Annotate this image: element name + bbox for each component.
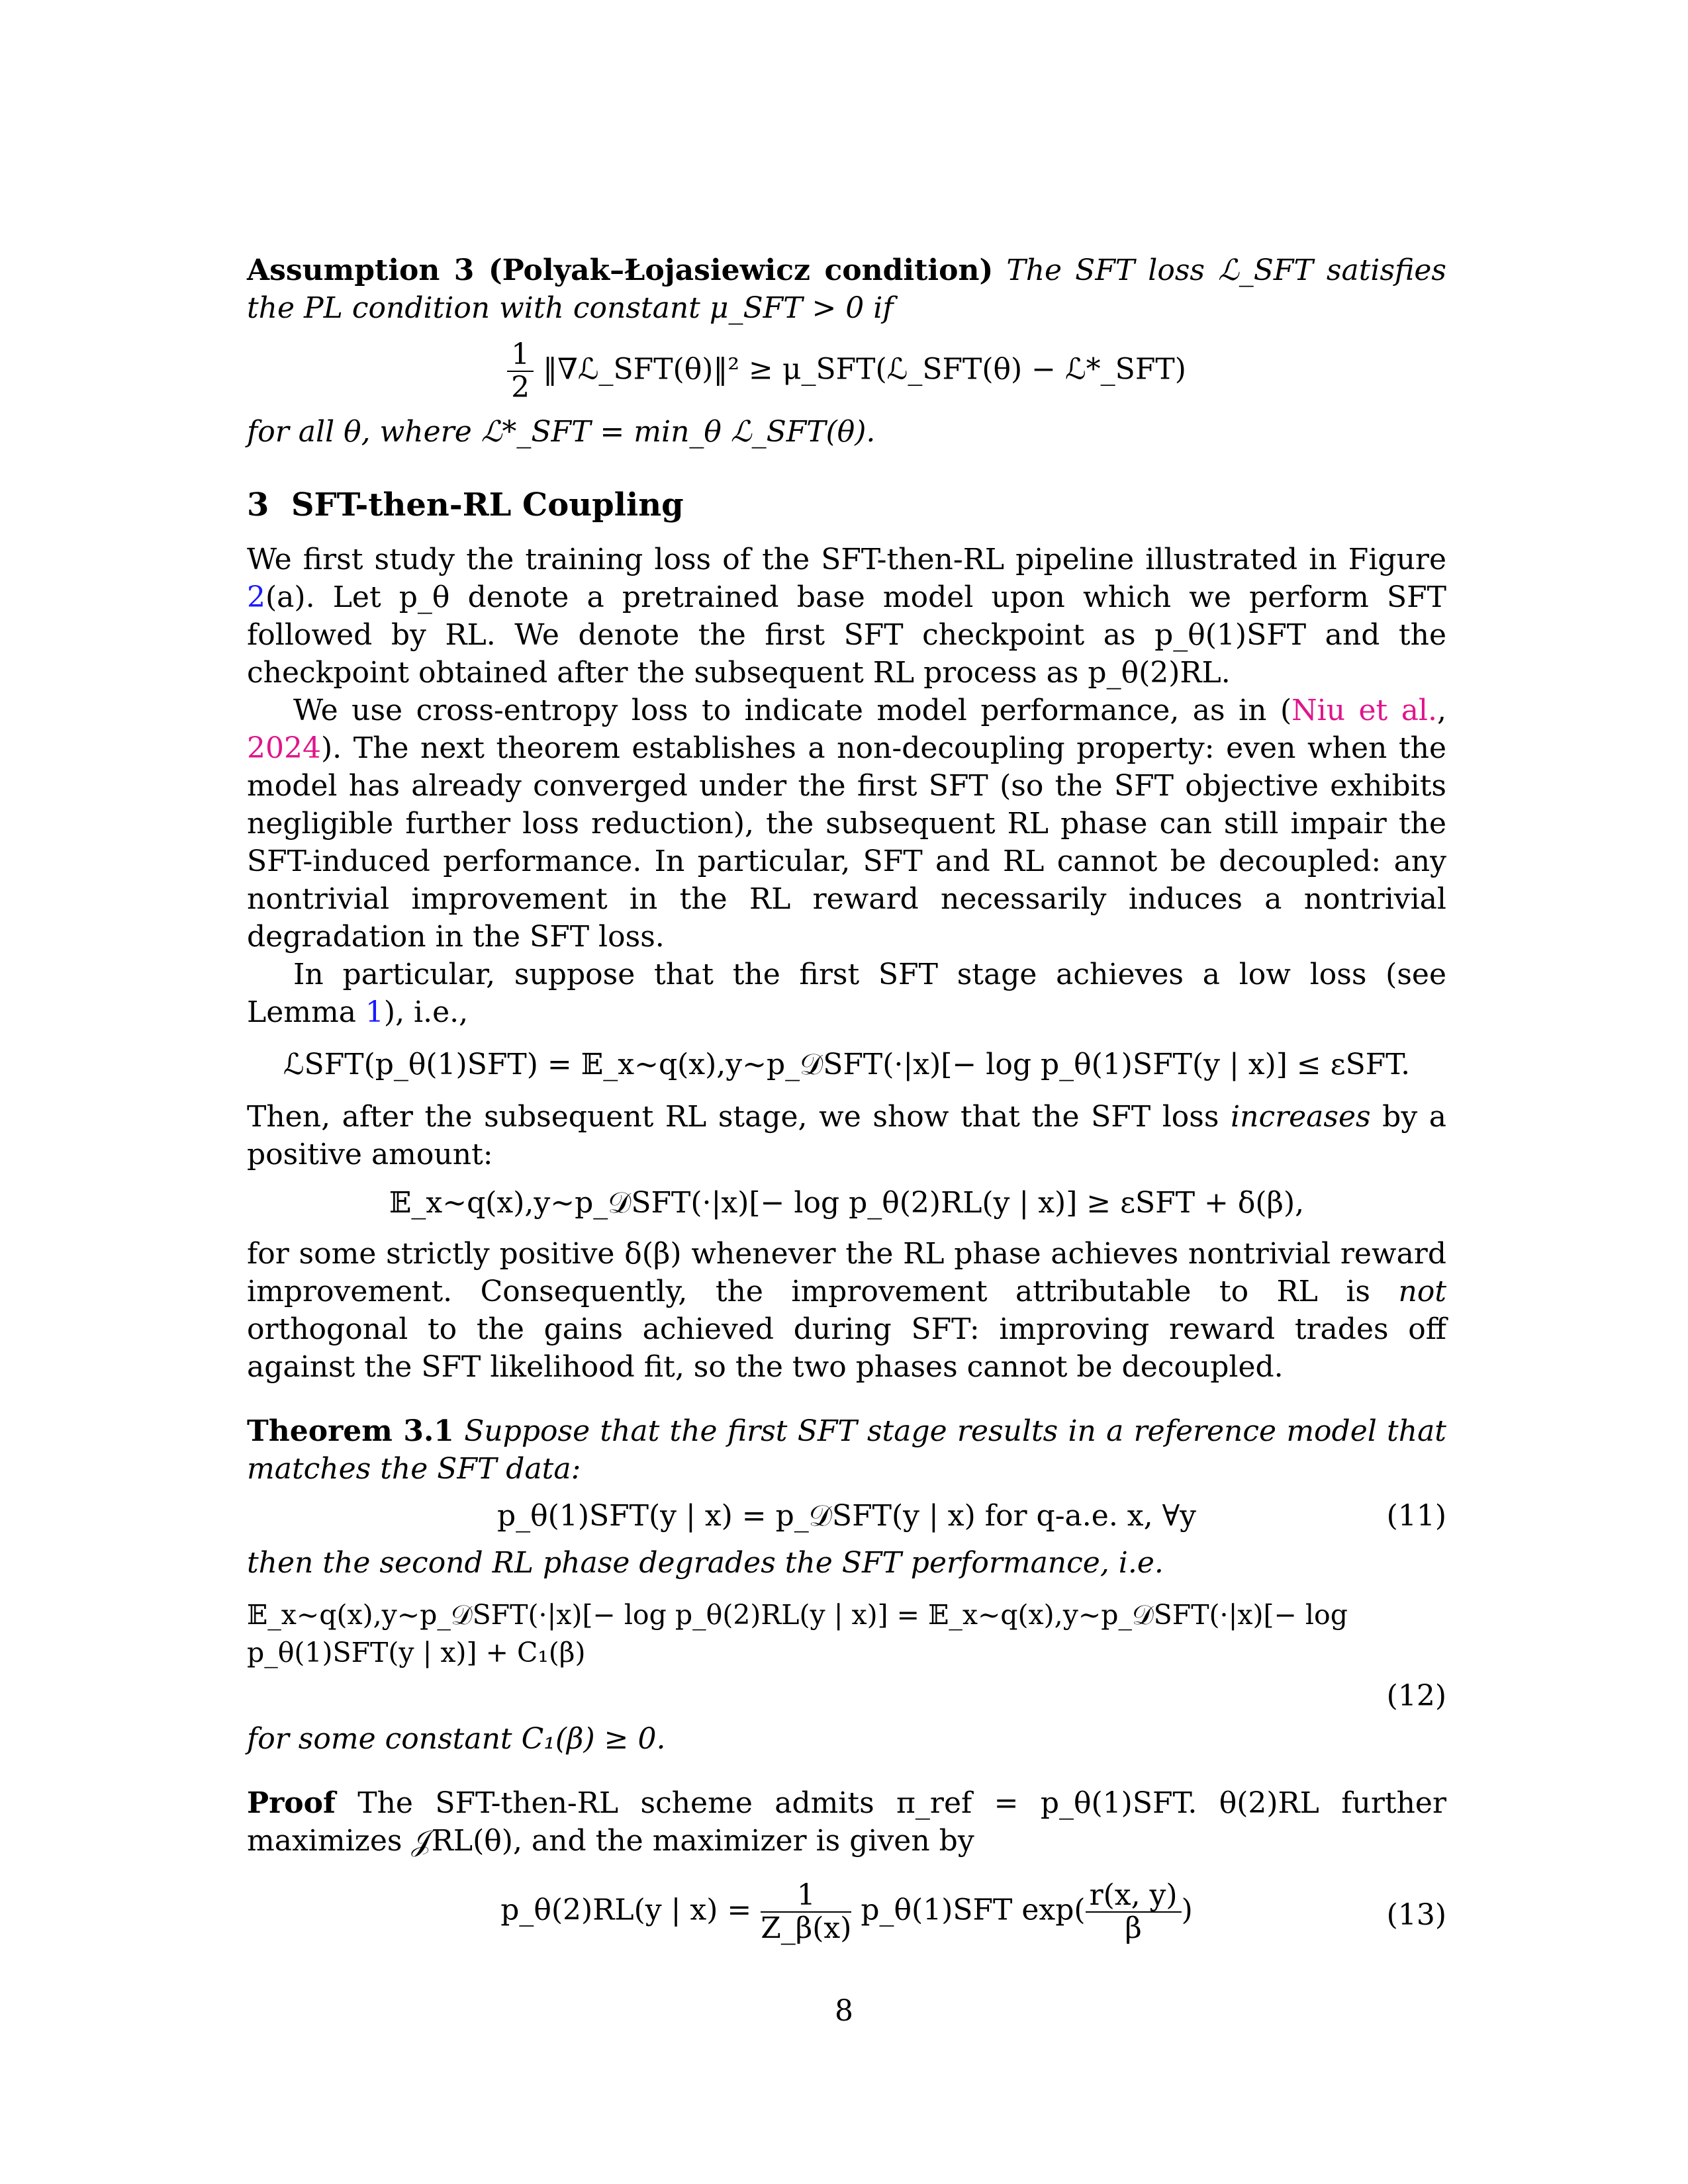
p1-text-a: We first study the training loss of the SFT-then-RL pipeline illustrated in Figure <box>247 543 1446 576</box>
equation-12-number: (12) <box>1386 1679 1446 1713</box>
pl-half-fraction <box>507 339 534 404</box>
p4-emphasis: increases <box>1231 1100 1371 1134</box>
sft-loss-equation: ℒSFT(p_θ(1)SFT) = 𝔼_x∼q(x),y∼p_𝒟SFT(·|x)[− log p_θ(1)SFT(y | x)] ≤ εSFT. <box>283 1048 1411 1081</box>
equation-13-lhs: p_θ(2)RL(y | x) = <box>500 1893 752 1927</box>
equation-13-mid: p_θ(1)SFT exp( <box>861 1893 1086 1927</box>
equation-13-frac1-num: 1 <box>761 1880 851 1913</box>
equation-12-body: 𝔼_x∼q(x),y∼p_𝒟SFT(·|x)[− log p_θ(2)RL(y | x)] = 𝔼_x∼q(x),y∼p_𝒟SFT(·|x)[− log p_θ(1)SFT(y | x)] + C₁(β) <box>247 1599 1348 1668</box>
equation-11 <box>247 1497 1446 1535</box>
paragraph-5 <box>247 1235 1446 1386</box>
proof-title: Proof <box>247 1786 336 1820</box>
equation-13-number: (13) <box>1386 1898 1446 1932</box>
assumption-block <box>247 251 1446 327</box>
pl-half-num: 1 <box>507 339 534 372</box>
paragraph-2: We use cross-entropy loss to indicate model performance, as in (Niu et al., 2024). The next theorem establishes a non-decoupling property: even when the model has already converged under the first SFT (so the SFT objective exhibits negligible further loss reduction), the subsequent RL phase can still impair the SFT-induced performance. In particular, SFT and RL cannot be decoupled: any nontrivial improvement in the RL reward necessarily induces a nontrivial degradation in the SFT loss. <box>247 694 1446 954</box>
theorem-after: for some constant C₁(β) ≥ 0. <box>247 1722 666 1756</box>
equation-13-frac2-den: β <box>1125 1911 1142 1945</box>
assumption-title: Assumption 3 (Polyak–Łojasiewicz condition) <box>247 253 994 287</box>
rl-loss-equation: 𝔼_x∼q(x),y∼p_𝒟SFT(·|x)[− log p_θ(2)RL(y | x)] ≥ εSFT + δ(β), <box>389 1186 1305 1220</box>
p5-text-a: for some strictly positive δ(β) whenever the RL phase achieves nontrivial reward improvement. Consequently, the improvement attributable to RL is <box>247 1237 1446 1308</box>
equation-13 <box>247 1880 1446 1944</box>
section-number: 3 <box>247 486 269 523</box>
figure-ref-link[interactable]: 2 <box>247 580 265 614</box>
section-title: SFT-then-RL Coupling <box>291 486 684 523</box>
citation-year-link[interactable]: 2024 <box>247 731 321 765</box>
theorem-title: Theorem 3.1 <box>247 1414 454 1448</box>
p3-text-a: In particular, suppose that the first SFT stage achieves a low loss (see Lemma <box>247 958 1446 1029</box>
proof-text: The SFT-then-RL scheme admits π_ref = p_θ(1)SFT. θ(2)RL further maximizes 𝒥RL(θ), and the maximizer is given by <box>247 1786 1446 1858</box>
lemma-ref-link[interactable]: 1 <box>365 995 384 1029</box>
theorem-text: Suppose that the first SFT stage results in a reference model that matches the SFT data: <box>247 1414 1446 1486</box>
equation-12 <box>247 1596 1446 1672</box>
pl-equation-body: ‖∇ℒ_SFT(θ)‖² ≥ μ_SFT(ℒ_SFT(θ) − ℒ*_SFT) <box>543 352 1186 387</box>
p2-text-b: ). The next theorem establishes a non-decoupling property: even when the model has already converged under the first SFT (so the SFT objective exhibits negligible further loss reduction), the subsequent RL phase can still impair the SFT-induced performance. In particular, SFT and RL cannot be decoupled: any nontrivial improvement in the RL reward necessarily induces a nontrivial degradation in the SFT loss. <box>247 731 1446 954</box>
equation-13-end: ) <box>1181 1893 1193 1927</box>
p4-text-a: Then, after the subsequent RL stage, we show that the SFT loss <box>247 1100 1231 1134</box>
assumption-text: The SFT loss ℒ_SFT satisfies the PL condition with constant μ_SFT > 0 if <box>247 253 1446 325</box>
assumption-after: for all θ, where ℒ*_SFT = min_θ ℒ_SFT(θ). <box>247 415 876 449</box>
p5-emphasis: not <box>1398 1275 1446 1308</box>
equation-11-body: p_θ(1)SFT(y | x) = p_𝒟SFT(y | x) for q-a.e. x, ∀y <box>497 1499 1196 1533</box>
equation-13-fraction-1 <box>761 1880 851 1944</box>
p2-text-a: We use cross-entropy loss to indicate model performance, as in ( <box>293 694 1292 727</box>
equation-11-number: (11) <box>1386 1499 1446 1533</box>
theorem-block <box>247 1412 1446 1488</box>
equation-12-number-row <box>247 1677 1446 1715</box>
paragraph-1 <box>247 541 1446 692</box>
pl-half-den: 2 <box>511 371 530 404</box>
proof-block <box>247 1784 1446 1860</box>
equation-13-fraction-2 <box>1086 1880 1182 1944</box>
citation-author-link[interactable]: Niu et al. <box>1291 694 1437 727</box>
section-heading <box>247 485 1446 525</box>
equation-13-frac2-num: r(x, y) <box>1086 1880 1182 1913</box>
page-content <box>247 245 1446 1944</box>
page-number: 8 <box>835 1994 853 2028</box>
p1-text-b: (a). Let p_θ denote a pretrained base model upon which we perform SFT followed by RL. We denote the first SFT checkpoint as p_θ(1)SFT and the checkpoint obtained after the subsequent RL process as p_θ(2)RL. <box>247 580 1446 690</box>
p4-text-b: by a positive amount: <box>247 1100 1446 1171</box>
p5-text-b: orthogonal to the gains achieved during SFT: improving reward trades off against the SFT likelihood fit, so the two phases cannot be decoupled. <box>247 1312 1446 1384</box>
equation-13-frac1-den: Z_β(x) <box>761 1911 852 1945</box>
theorem-mid: then the second RL phase degrades the SFT performance, i.e. <box>247 1546 1164 1580</box>
paragraph-4 <box>247 1098 1446 1173</box>
paragraph-3 <box>247 956 1446 1031</box>
p3-text-b: ), i.e., <box>383 995 469 1029</box>
pl-equation <box>247 339 1446 404</box>
